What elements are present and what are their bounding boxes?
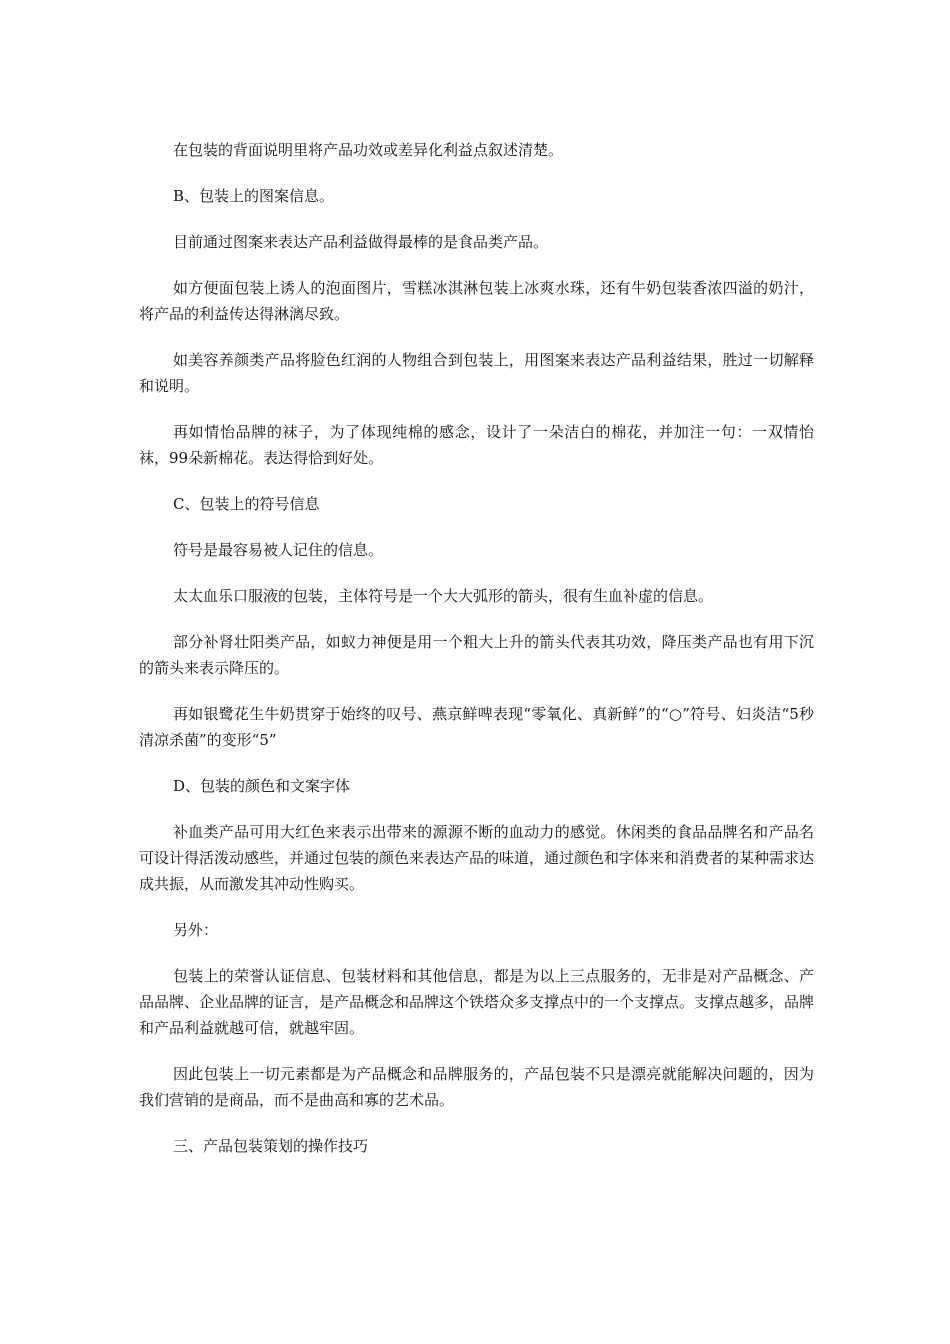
paragraph-summary-back-label: 在包装的背面说明里将产品功效或差异化利益点叙述清楚。: [173, 141, 564, 159]
paragraph-color-example: 补血类产品可用大红色来表示出带来的源源不断的血动力的感觉。休闲类的食品品牌名和产品名可设计得活泼动感些，并通过包装的颜色来表达产品的味道，通过颜色和字体来和消费者的某种需求达成共振，从而激发其冲动性购买。: [139, 823, 815, 893]
heading-c-symbol-info: C、包装上的符号信息: [173, 495, 320, 513]
paragraph-socks-example: 再如情怡品牌的袜子，为了体现纯棉的感念，设计了一朵洁白的棉花，并加注一句：一双情怡袜，99朵新棉花。表达得恰到好处。: [139, 423, 814, 467]
paragraph-noodle-example: 如方便面包装上诱人的泡面图片，雪糕冰淇淋包装上冰爽水珠，还有牛奶包装香浓四溢的奶汁，将产品的利益传达得淋漓尽致。: [139, 279, 814, 323]
document-body: [139, 137, 814, 1179]
paragraph-taitai-example: 太太血乐口服液的包装，主体符号是一个大大弧形的箭头，很有生血补虚的信息。: [173, 587, 714, 605]
paragraph-beauty-example: 如美容养颜类产品将脸色红润的人物组合到包装上，用图案来表达产品利益结果，胜过一切解释和说明。: [139, 351, 814, 395]
paragraph-conclusion: 因此包装上一切元素都是为产品概念和品牌服务的，产品包装不只是漂亮就能解决问题的，因为我们营销的是商品，而不是曲高和寡的艺术品。: [139, 1065, 814, 1109]
paragraph-food-pattern: 目前通过图案来表达产品利益做得最棒的是食品类产品。: [173, 233, 549, 251]
heading-d-color-font: D、包装的颜色和文案字体: [173, 777, 351, 795]
paragraph-brand-symbols: 再如银鹭花生牛奶贯穿于始终的叹号、燕京鲜啤表现“零氧化、真新鲜”的“○”符号、妇炎洁“5秒清凉杀菌”的变形“5”: [139, 705, 814, 749]
paragraph-besides: 另外：: [173, 921, 219, 939]
paragraph-symbol-memorable: 符号是最容易被人记住的信息。: [173, 541, 384, 559]
heading-b-pattern-info: B、包装上的图案信息。: [173, 187, 335, 205]
paragraph-honor-info: 包装上的荣誉认证信息、包装材料和其他信息，都是为以上三点服务的，无非是对产品概念、产品品牌、企业品牌的证言，是产品概念和品牌这个铁塔众多支撑点中的一个支撑点。支撑点越多，品牌和产品利益就越可信，就越牢固。: [139, 967, 815, 1037]
heading-section-three: 三、产品包装策划的操作技巧: [173, 1137, 369, 1155]
paragraph-arrow-example: 部分补肾壮阳类产品，如蚁力神便是用一个粗大上升的箭头代表其功效，降压类产品也有用下沉的箭头来表示降压的。: [139, 633, 814, 677]
